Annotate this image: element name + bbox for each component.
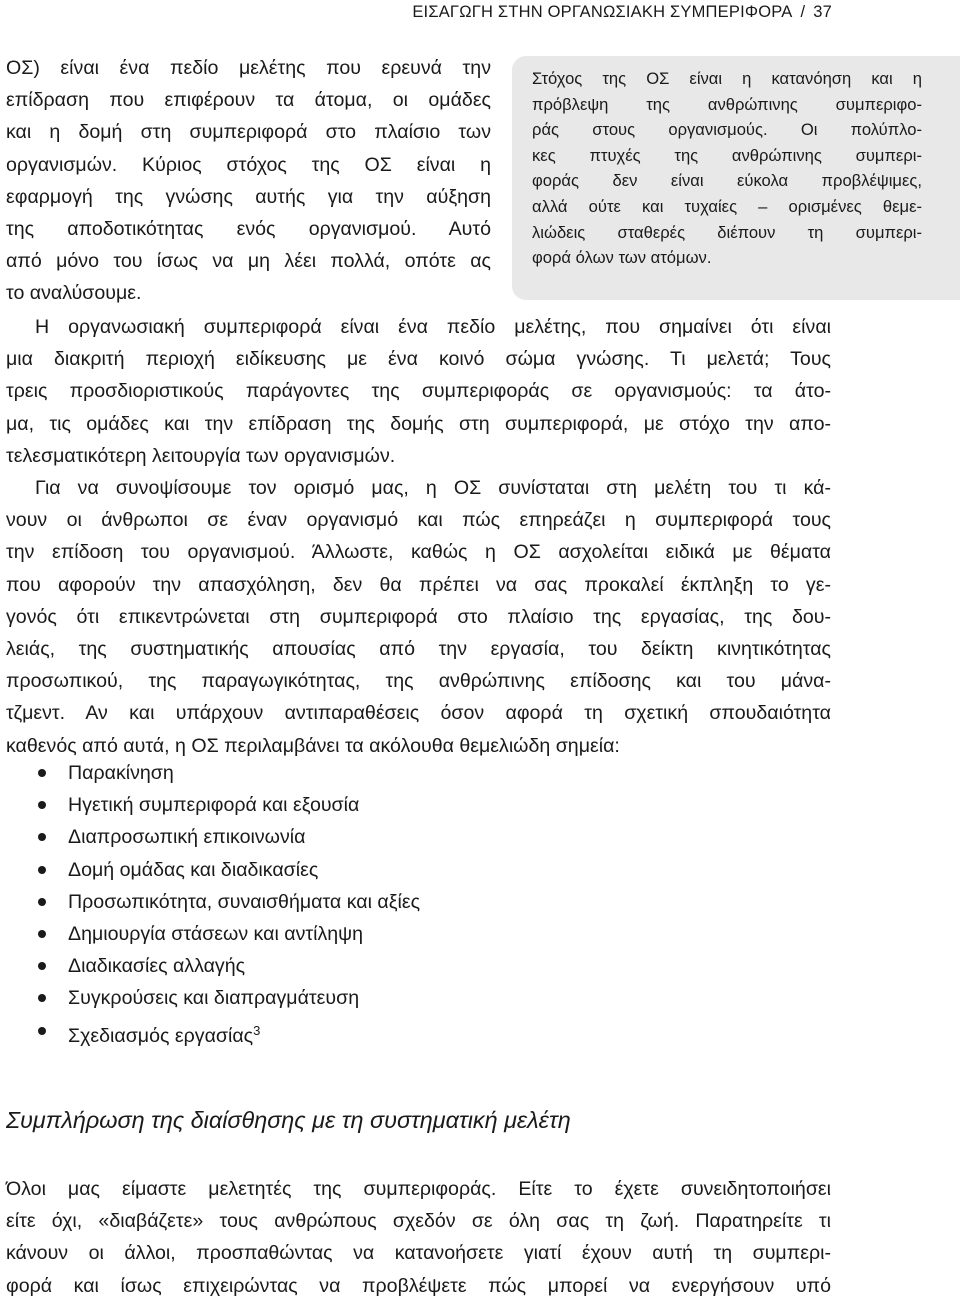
text-line: επίδραση που επιφέρουν τα άτομα, οι ομάδες — [6, 89, 491, 112]
bullet-dot-icon — [38, 769, 46, 777]
paragraph-2-line: λειάς, της συστηματικής απουσίας από την εργασία, του δείκτη κινητικότητας — [6, 638, 831, 661]
paragraph-2-line: νουν οι άνθρωποι σε έναν οργανισμό και πώς επηρεάζει η συμπεριφορά τους — [6, 509, 831, 532]
callout-line: αλλά ούτε και τυχαίες – ορισμένες θεμε- — [532, 196, 922, 216]
callout-line: ράς στους οργανισμούς. Οι πολύπλο- — [532, 120, 922, 140]
footnote-reference[interactable]: 3 — [253, 1022, 261, 1038]
paragraph-2-line: καθενός από αυτά, η ΟΣ περιλαμβάνει τα ακόλουθα θεμελιώδη σημεία: — [6, 734, 620, 757]
list-item — [38, 1015, 420, 1052]
callout-line: κες πτυχές της ανθρώπινης συμπερι- — [532, 145, 922, 165]
paragraph-2-line: που αφορούν την απασχόληση, δεν θα πρέπει να σας προκαλεί έκπληξη το γε- — [6, 573, 831, 596]
section-heading: Συμπλήρωση της διαίσθησης με τη συστηματική μελέτη — [6, 1107, 571, 1133]
text-line: της αποδοτικότητας ενός οργανισμού. Αυτό — [6, 218, 491, 241]
callout-line: φορά όλων των ατόμων. — [532, 248, 712, 268]
body-paragraphs — [6, 311, 831, 762]
paragraph-1-line: τρεις προσδιοριστικούς παράγοντες της συμπεριφοράς σε οργανισμούς: τα άτο- — [6, 380, 831, 403]
list-item-text: Ηγετική συμπεριφορά και εξουσία — [68, 794, 360, 817]
paragraph-3-line: Όλοι μας είμαστε μελετητές της συμπεριφοράς. Είτε το έχετε συνειδητοποιήσει — [6, 1178, 831, 1200]
margin-callout-box — [512, 56, 960, 300]
bullet-dot-icon — [38, 994, 46, 1002]
paragraph-3 — [6, 1173, 831, 1302]
callout-line: πρόβλεψη της ανθρώπινης συμπεριφο- — [532, 94, 922, 114]
paragraph-3-line: κάνουν οι άλλοι, προσπαθώντας να κατανοήσετε γιατί έχουν αυτή τη συμπερι- — [6, 1242, 831, 1265]
bullet-dot-icon — [38, 866, 46, 874]
list-item — [38, 982, 420, 1014]
paragraph-1-line: τελεσματικότερη λειτουργία των οργανισμών. — [6, 444, 396, 467]
text-line: το αναλύσουμε. — [6, 282, 142, 305]
fundamentals-bullet-list — [38, 757, 420, 1052]
bullet-dot-icon — [38, 801, 46, 809]
list-item-text: Δημιουργία στάσεων και αντίληψη — [68, 923, 364, 946]
paragraph-1-line: μια διακριτή περιοχή ειδίκευσης με ένα κοινό σώμα γνώσης. Τι μελετά; Τους — [6, 348, 831, 371]
bullet-dot-icon — [38, 833, 46, 841]
paragraph-2-line: γονός ότι επικεντρώνεται στη συμπεριφορά στο πλαίσιο της εργασίας, της δου- — [6, 605, 831, 628]
text-line: οργανισμών. Κύριος στόχος της ΟΣ είναι η — [6, 153, 491, 176]
callout-line: φοράς δεν είναι εύκολα προβλέψιμες, — [532, 171, 922, 191]
text-line: από μόνο του ίσως να μη λέει πολλά, οπότε ας — [6, 250, 491, 273]
list-item — [38, 821, 420, 853]
running-header — [412, 0, 832, 24]
header-separator: / — [800, 3, 806, 21]
text-line: και η δομή στη συμπεριφορά στο πλαίσιο των — [6, 121, 491, 144]
paragraph-3-line: φορά και ίσως επιχειρώντας να προβλέψετε πώς μπορεί να ενεργήσουν υπό — [6, 1274, 831, 1297]
list-item — [38, 854, 420, 886]
paragraph-2-line: την επίδοση του οργανισμού. Άλλωστε, καθώς η ΟΣ ασχολείται ειδικά με θέματα — [6, 541, 831, 564]
paragraph-2-line: Για να συνοψίσουμε τον ορισμό μας, η ΟΣ συνίσταται στη μελέτη του τι κά- — [35, 477, 831, 500]
list-item — [38, 789, 420, 821]
paragraph-1-line: Η οργανωσιακή συμπεριφορά είναι ένα πεδίο μελέτης, που σημαίνει ότι είναι — [35, 316, 831, 338]
list-item-text: Διαδικασίες αλλαγής — [68, 955, 246, 978]
list-item — [38, 950, 420, 982]
left-column-text — [6, 52, 491, 310]
text-line: ΟΣ) είναι ένα πεδίο μελέτης που ερευνά την — [6, 57, 491, 79]
paragraph-3-line: είτε όχι, «διαβάζετε» τους ανθρώπους σχεδόν σε όλη σας τη ζωή. Παρατηρείτε τι — [6, 1210, 831, 1233]
paragraph-1-line: μα, τις ομάδες και την επίδραση της δομής στη συμπεριφορά, με στόχο την απο- — [6, 412, 831, 435]
list-item-text: Παρακίνηση — [68, 762, 174, 784]
paragraph-2-line: προσωπικού, της παραγωγικότητας, της ανθρώπινης επίδοσης και του μάνα- — [6, 670, 831, 693]
chapter-title: ΕΙΣΑΓΩΓΗ ΣΤΗΝ ΟΡΓΑΝΩΣΙΑΚΗ ΣΥΜΠΕΡΙΦΟΡΑ — [412, 3, 793, 21]
list-item-text: Σχεδιασμός εργασίας — [68, 1024, 254, 1047]
page-number: 37 — [813, 3, 832, 21]
list-item-text: Συγκρούσεις και διαπραγμάτευση — [68, 987, 360, 1010]
list-item — [38, 918, 420, 950]
callout-line: Στόχος της ΟΣ είναι η κατανόηση και η — [532, 69, 922, 88]
list-item-text: Προσωπικότητα, συναισθήματα και αξίες — [68, 890, 421, 913]
list-item — [38, 757, 420, 789]
list-item-text: Διαπροσωπική επικοινωνία — [68, 826, 306, 849]
text-line: εφαρμογή της γνώσης αυτής για την αύξηση — [6, 185, 491, 208]
bullet-dot-icon — [38, 930, 46, 938]
bullet-dot-icon — [38, 898, 46, 906]
callout-line: λιώδεις σταθερές διέπουν τη συμπερι- — [532, 222, 922, 242]
bullet-dot-icon — [38, 1027, 46, 1035]
list-item — [38, 886, 420, 918]
bullet-dot-icon — [38, 962, 46, 970]
paragraph-2-line: τζμεντ. Αν και υπάρχουν αντιπαραθέσεις όσον αφορά τη σχετική σπουδαιότητα — [6, 702, 831, 725]
list-item-text: Δομή ομάδας και διαδικασίες — [68, 858, 319, 881]
